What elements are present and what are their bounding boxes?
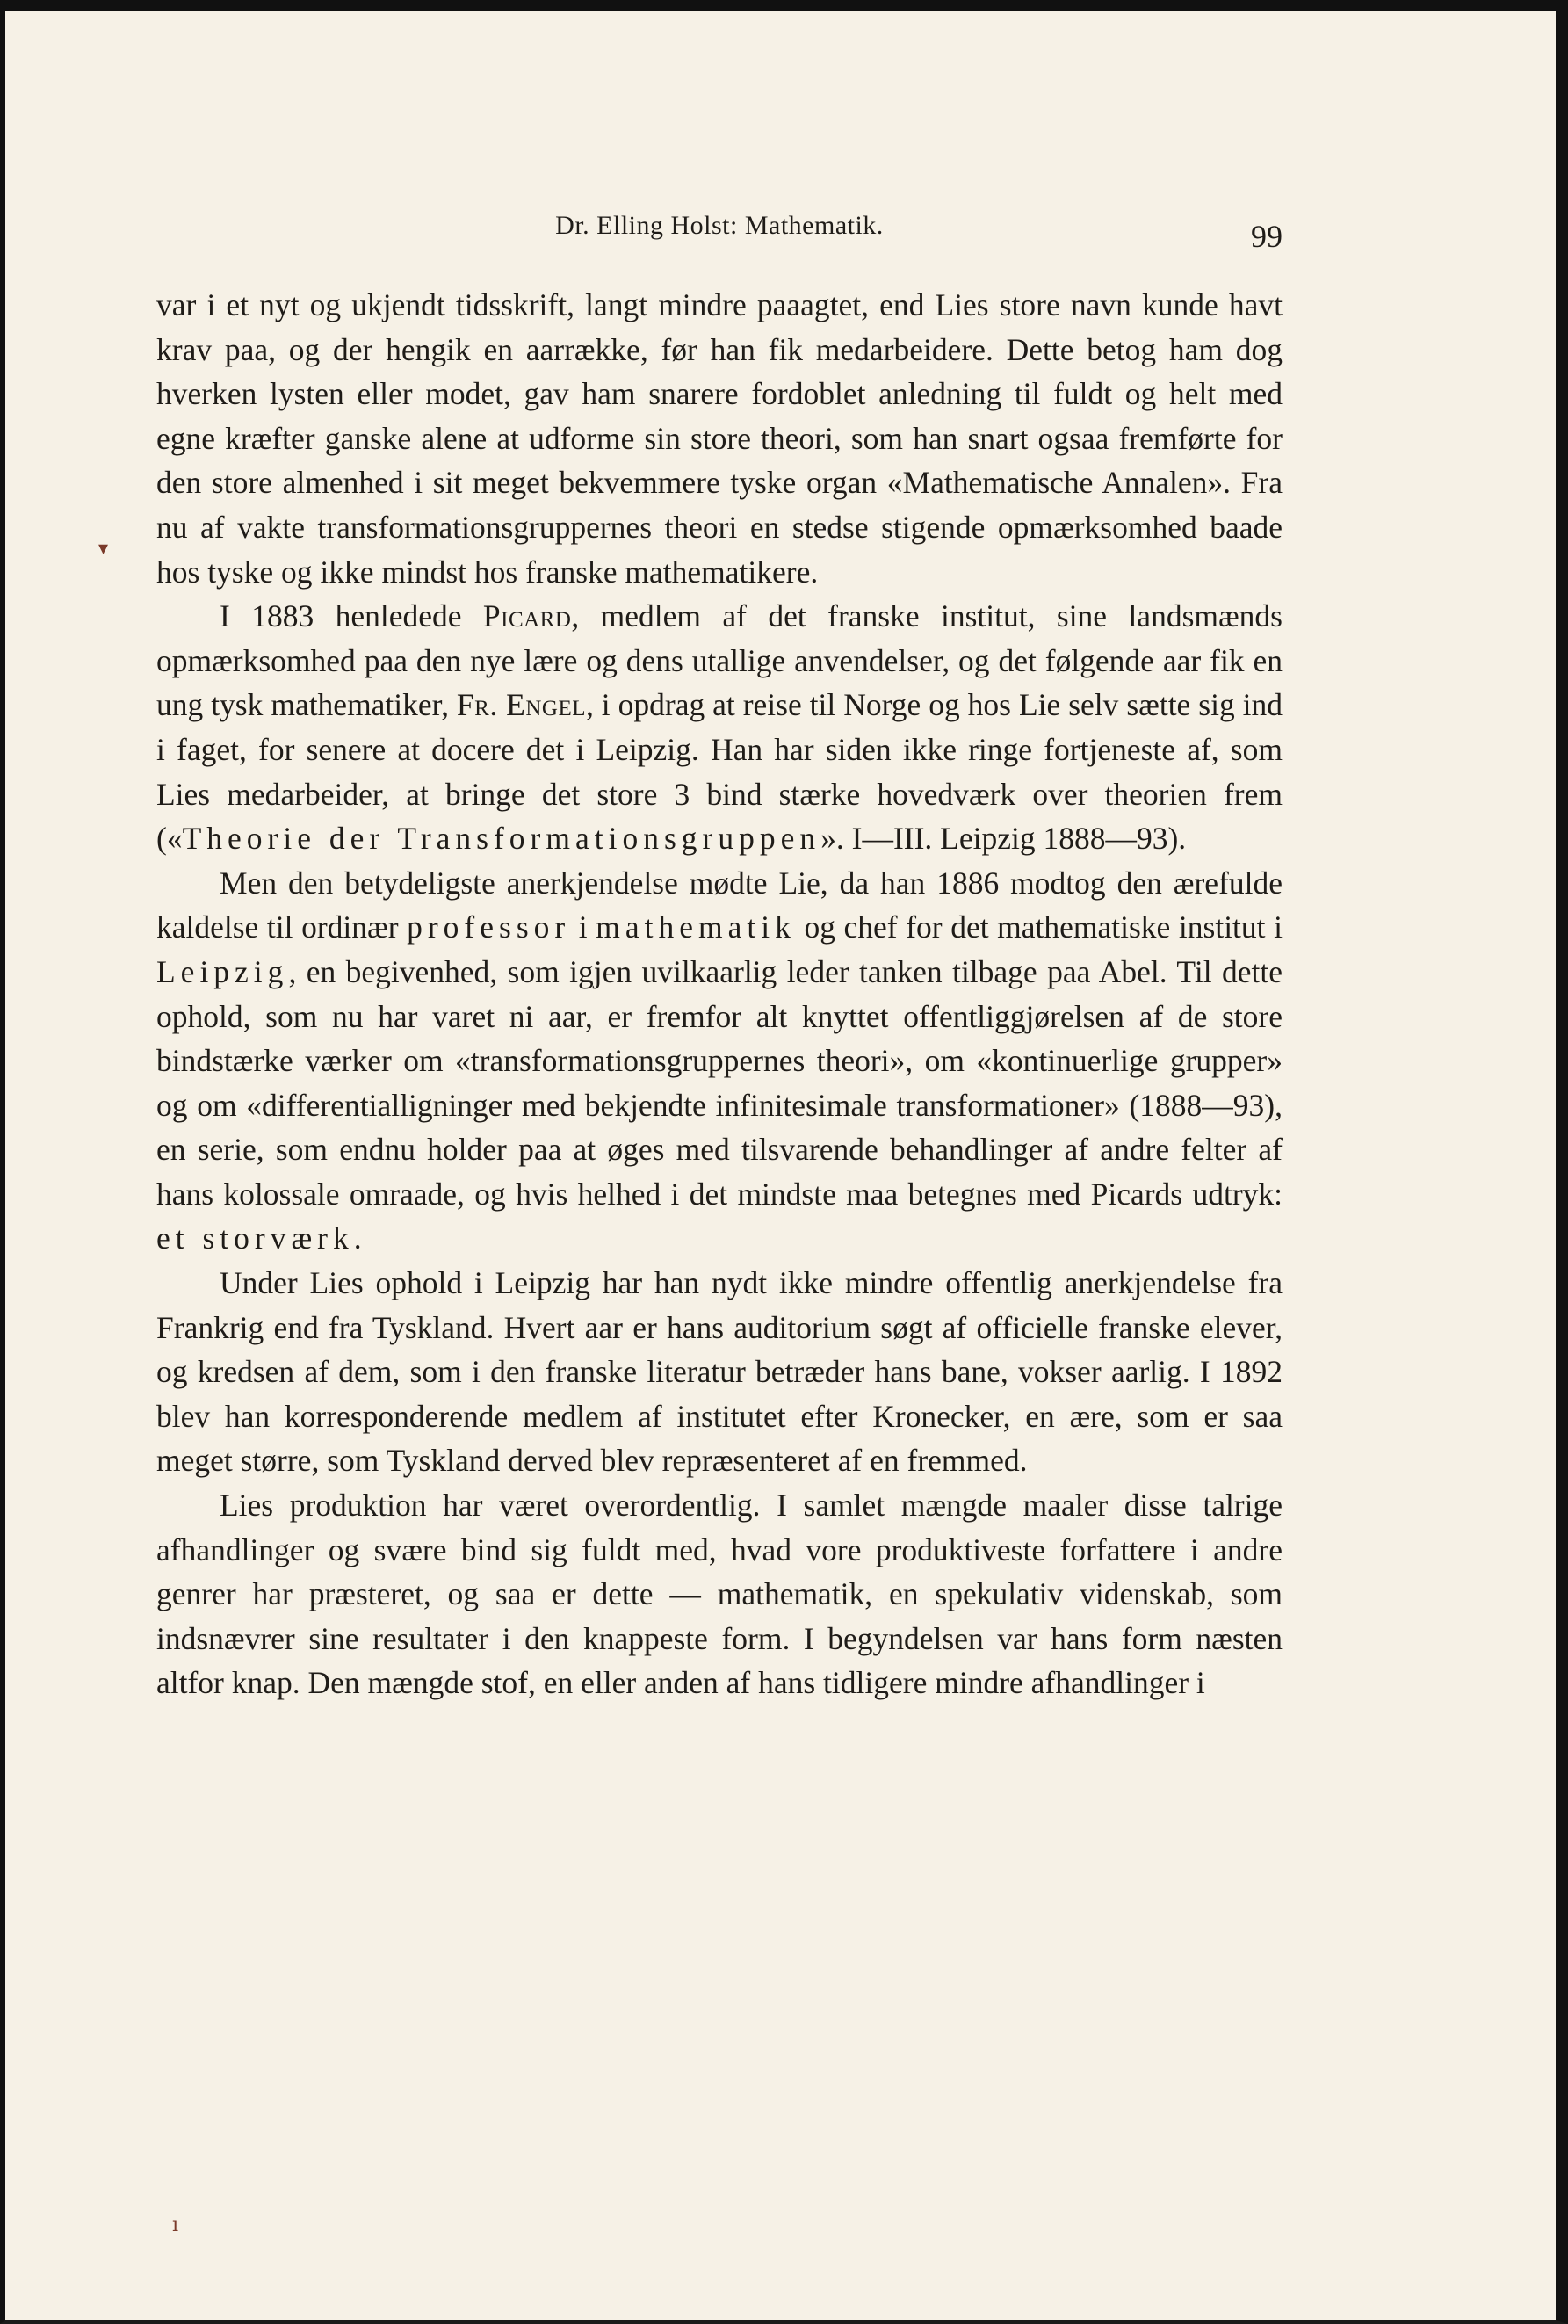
text-run: , en begivenhed, som igjen uvilkaarlig leder tanken tilbage paa Abel. Til dette ophold, som nu har varet ni aar, er fremfor alt knyttet offentliggjørelsen af de store bindstærke værker om «transformationsgruppernes theori», om «kontinuerlige grupper» og om «differentialligninger med bekjendte infinitesimale transformationer» (1888—93), en serie, som endnu holder paa at øges med tilsvarende behandlinger af andre felter af hans kolossale omraade, og hvis helhed i det mindste maa betegnes med Picards udtryk: [156, 953, 1283, 1212]
small-caps-name: Fr. Engel [456, 687, 586, 723]
text-run: Men den betydeligste anerkjendelse mødte Lie, da han 1886 modtog den ærefulde kaldelse til ordinær [156, 865, 1283, 945]
running-header [156, 204, 1283, 274]
paragraph [156, 1483, 1283, 1705]
book-page [156, 204, 1283, 1705]
text-run: , i opdrag at reise til Norge og hos Lie selv sætte sig ind i faget, for senere at docere det i Leipzig. Han har siden ikke ringe fortjeneste af, som Lies medarbeider, at bringe det store 3 bind stærke hovedværk over theorien frem (« [156, 687, 1283, 857]
text-run: , medlem af det franske institut, sine landsmænds opmærksomhed paa den nye lære og dens utallige anvendelser, og det følgende aar fik en ung tysk mathematiker, [156, 598, 1283, 723]
page-number: 99 [1251, 219, 1283, 254]
text-run: . [353, 1220, 362, 1256]
paragraph [156, 283, 1283, 594]
text-run: I 1883 henledede [220, 598, 483, 634]
spaced-emphasis: mathematik [596, 909, 796, 945]
text-run: var i et nyt og ukjendt tidsskrift, langt mindre paaagtet, end Lies store navn kunde havt krav paa, og der hengik en aarrække, før han fik medarbeidere. Dette betog ham dog hverken lysten eller modet, gav ham snarere fordoblet anledning til fuldt og helt med egne kræfter ganske alene at udforme sin store theori, som han snart ogsaa fremførte for den store almenhed i sit meget bekvemmere tyske organ «Mathematische Annalen». Fra nu af vakte transformationsgruppernes theori en stedse stigende opmærksomhed baade hos tyske og ikke mindst hos franske mathematikere. [156, 287, 1283, 590]
margin-mark: ı [172, 2214, 179, 2236]
paragraph [156, 594, 1283, 861]
text-run: i [570, 909, 596, 945]
small-caps-name: Picard [482, 598, 572, 634]
text-run: ». I—III. Leipzig 1888—93). [820, 821, 1187, 857]
spaced-emphasis: Leipzig [156, 953, 289, 989]
running-title: Dr. Elling Holst: Mathematik. [555, 211, 884, 240]
body-text [156, 283, 1283, 1705]
spaced-emphasis: et storværk [156, 1220, 354, 1256]
text-run: Under Lies ophold i Leipzig har han nydt ikke mindre offentlig anerkjendelse fra Frankrig end fra Tyskland. Hvert aar er hans auditorium søgt af officielle franske elever, og kredsen af dem, som i den franske literatur betræder hans bane, vokser aarlig. I 1892 blev han korresponderende medlem af institutet efter Kronecker, en ære, som er saa meget større, som Tyskland derved blev repræsenteret af en fremmed. [156, 1265, 1283, 1479]
paragraph [156, 861, 1283, 1261]
text-run: Lies produktion har været overordentlig. I samlet mængde maaler disse talrige afhandlinger og svære bind sig fuldt med, hvad vore produktiveste forfattere i andre genrer har præsteret, og saa er dette — mathematik, en spekulativ videnskab, som indsnævrer sine resultater i den knappeste form. I begyndelsen var hans form næsten altfor knap. Den mængde stof, en eller anden af hans tidligere mindre afhandlinger i [156, 1488, 1283, 1701]
spaced-emphasis: professor [407, 909, 571, 945]
margin-mark: ▾ [98, 538, 109, 560]
paragraph [156, 1261, 1283, 1483]
text-run: og chef for det mathematiske institut i [795, 909, 1283, 945]
spaced-emphasis: Theorie der Transformationsgruppen [182, 821, 821, 857]
